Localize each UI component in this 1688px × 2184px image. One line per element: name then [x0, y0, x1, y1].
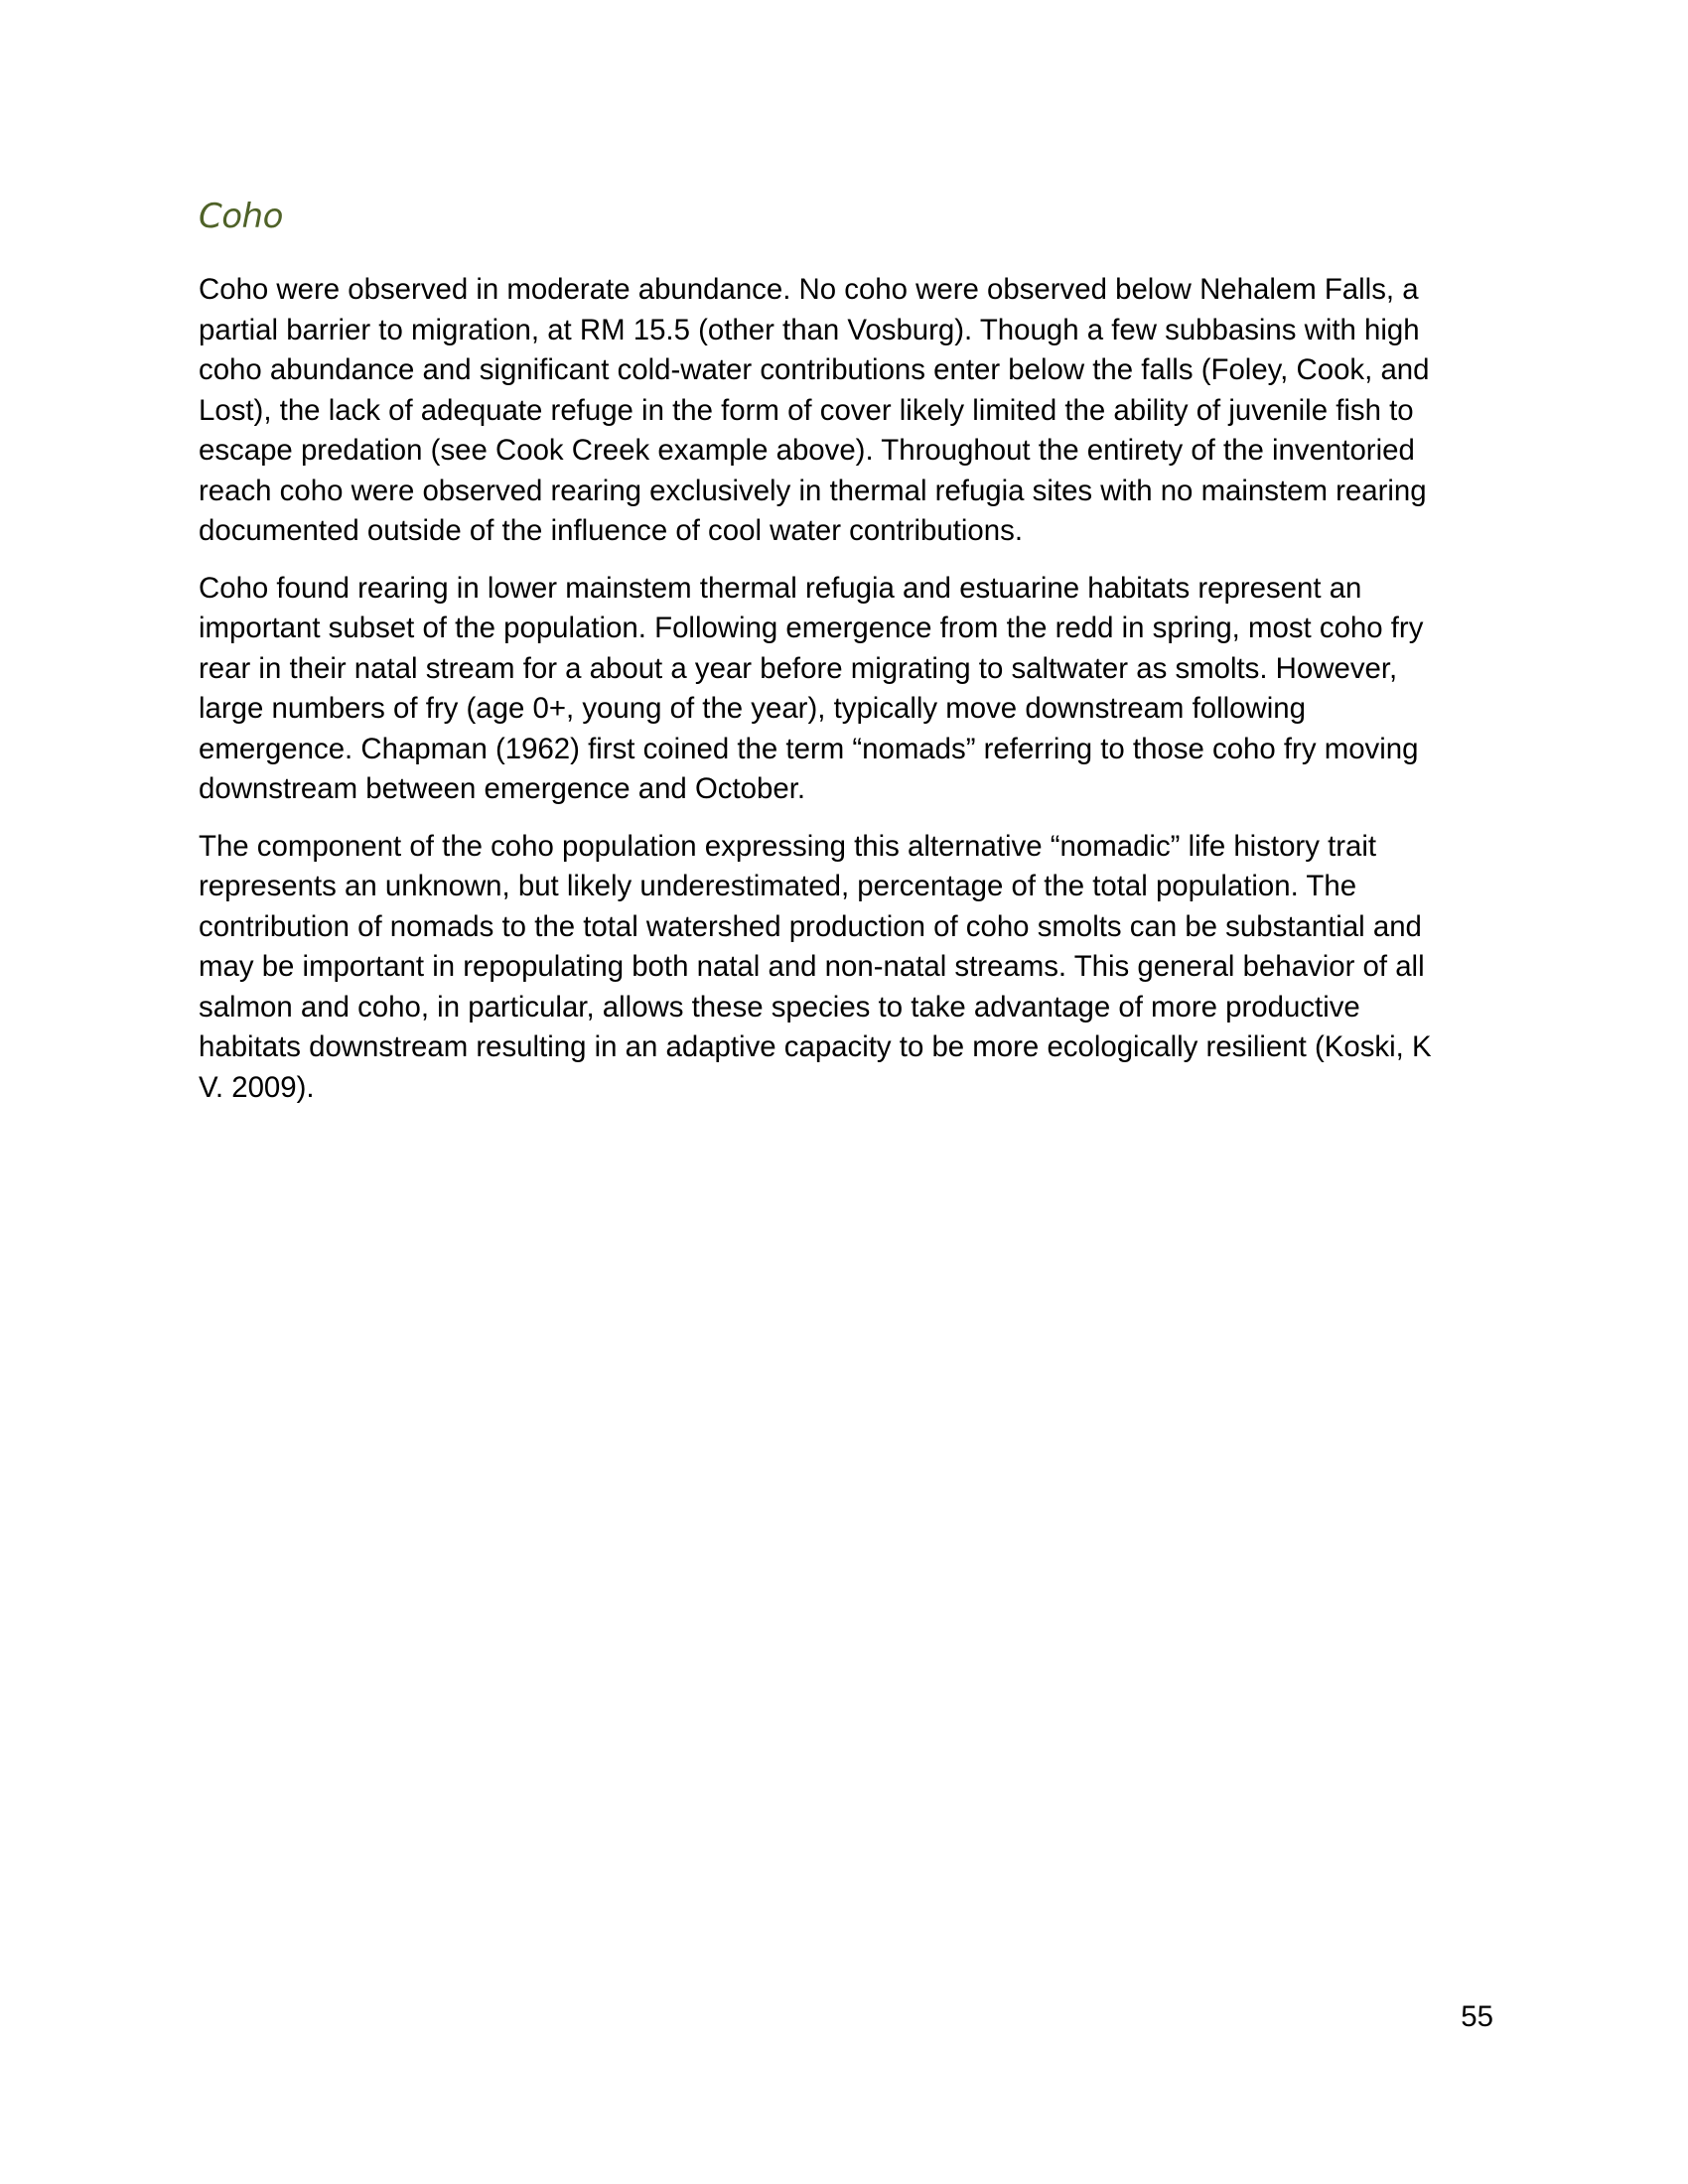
body-text: [199, 270, 1489, 1125]
section-heading: Coho: [199, 197, 283, 236]
paragraph-2: Coho found rearing in lower mainstem thermal refugia and estuarine habitats represent an important subset of the population. Following emergence from the redd in spring, most coho fry rear in their natal stream for a about a year before migrating to saltwater as smolts. However, large numbers of fry (age 0+, young of the year), typically move downstream following emergence. Chapman (1962) first coined the term “nomads” referring to those coho fry moving downstream between emergence and October.: [199, 571, 1424, 805]
page-number: 55: [1461, 2000, 1493, 2033]
paragraph-1: Coho were observed in moderate abundance. No coho were observed below Nehalem Falls, a partial barrier to migration, at RM 15.5 (other than Vosburg). Though a few subbasins with high coho abundance and significant cold-water contributions enter below the falls (Foley, Cook, and Lost), the lack of adequate refuge in the form of cover likely limited the ability of juvenile fish to escape predation (see Cook Creek example above). Throughout the entirety of the inventoried reach coho were observed rearing exclusively in thermal refugia sites with no mainstem rearing documented outside of the influence of cool water contributions.: [199, 273, 1430, 547]
paragraph-3: The component of the coho population expressing this alternative “nomadic” life history trait represents an unknown, but likely underestimated, percentage of the total population. The contribution of nomads to the total watershed production of coho smolts can be substantial and may be important in repopulating both natal and non-natal streams. This general behavior of all salmon and coho, in particular, allows these species to take advantage of more productive habitats downstream resulting in an adaptive capacity to be more ecologically resilient (Koski, K V. 2009).: [199, 829, 1432, 1104]
